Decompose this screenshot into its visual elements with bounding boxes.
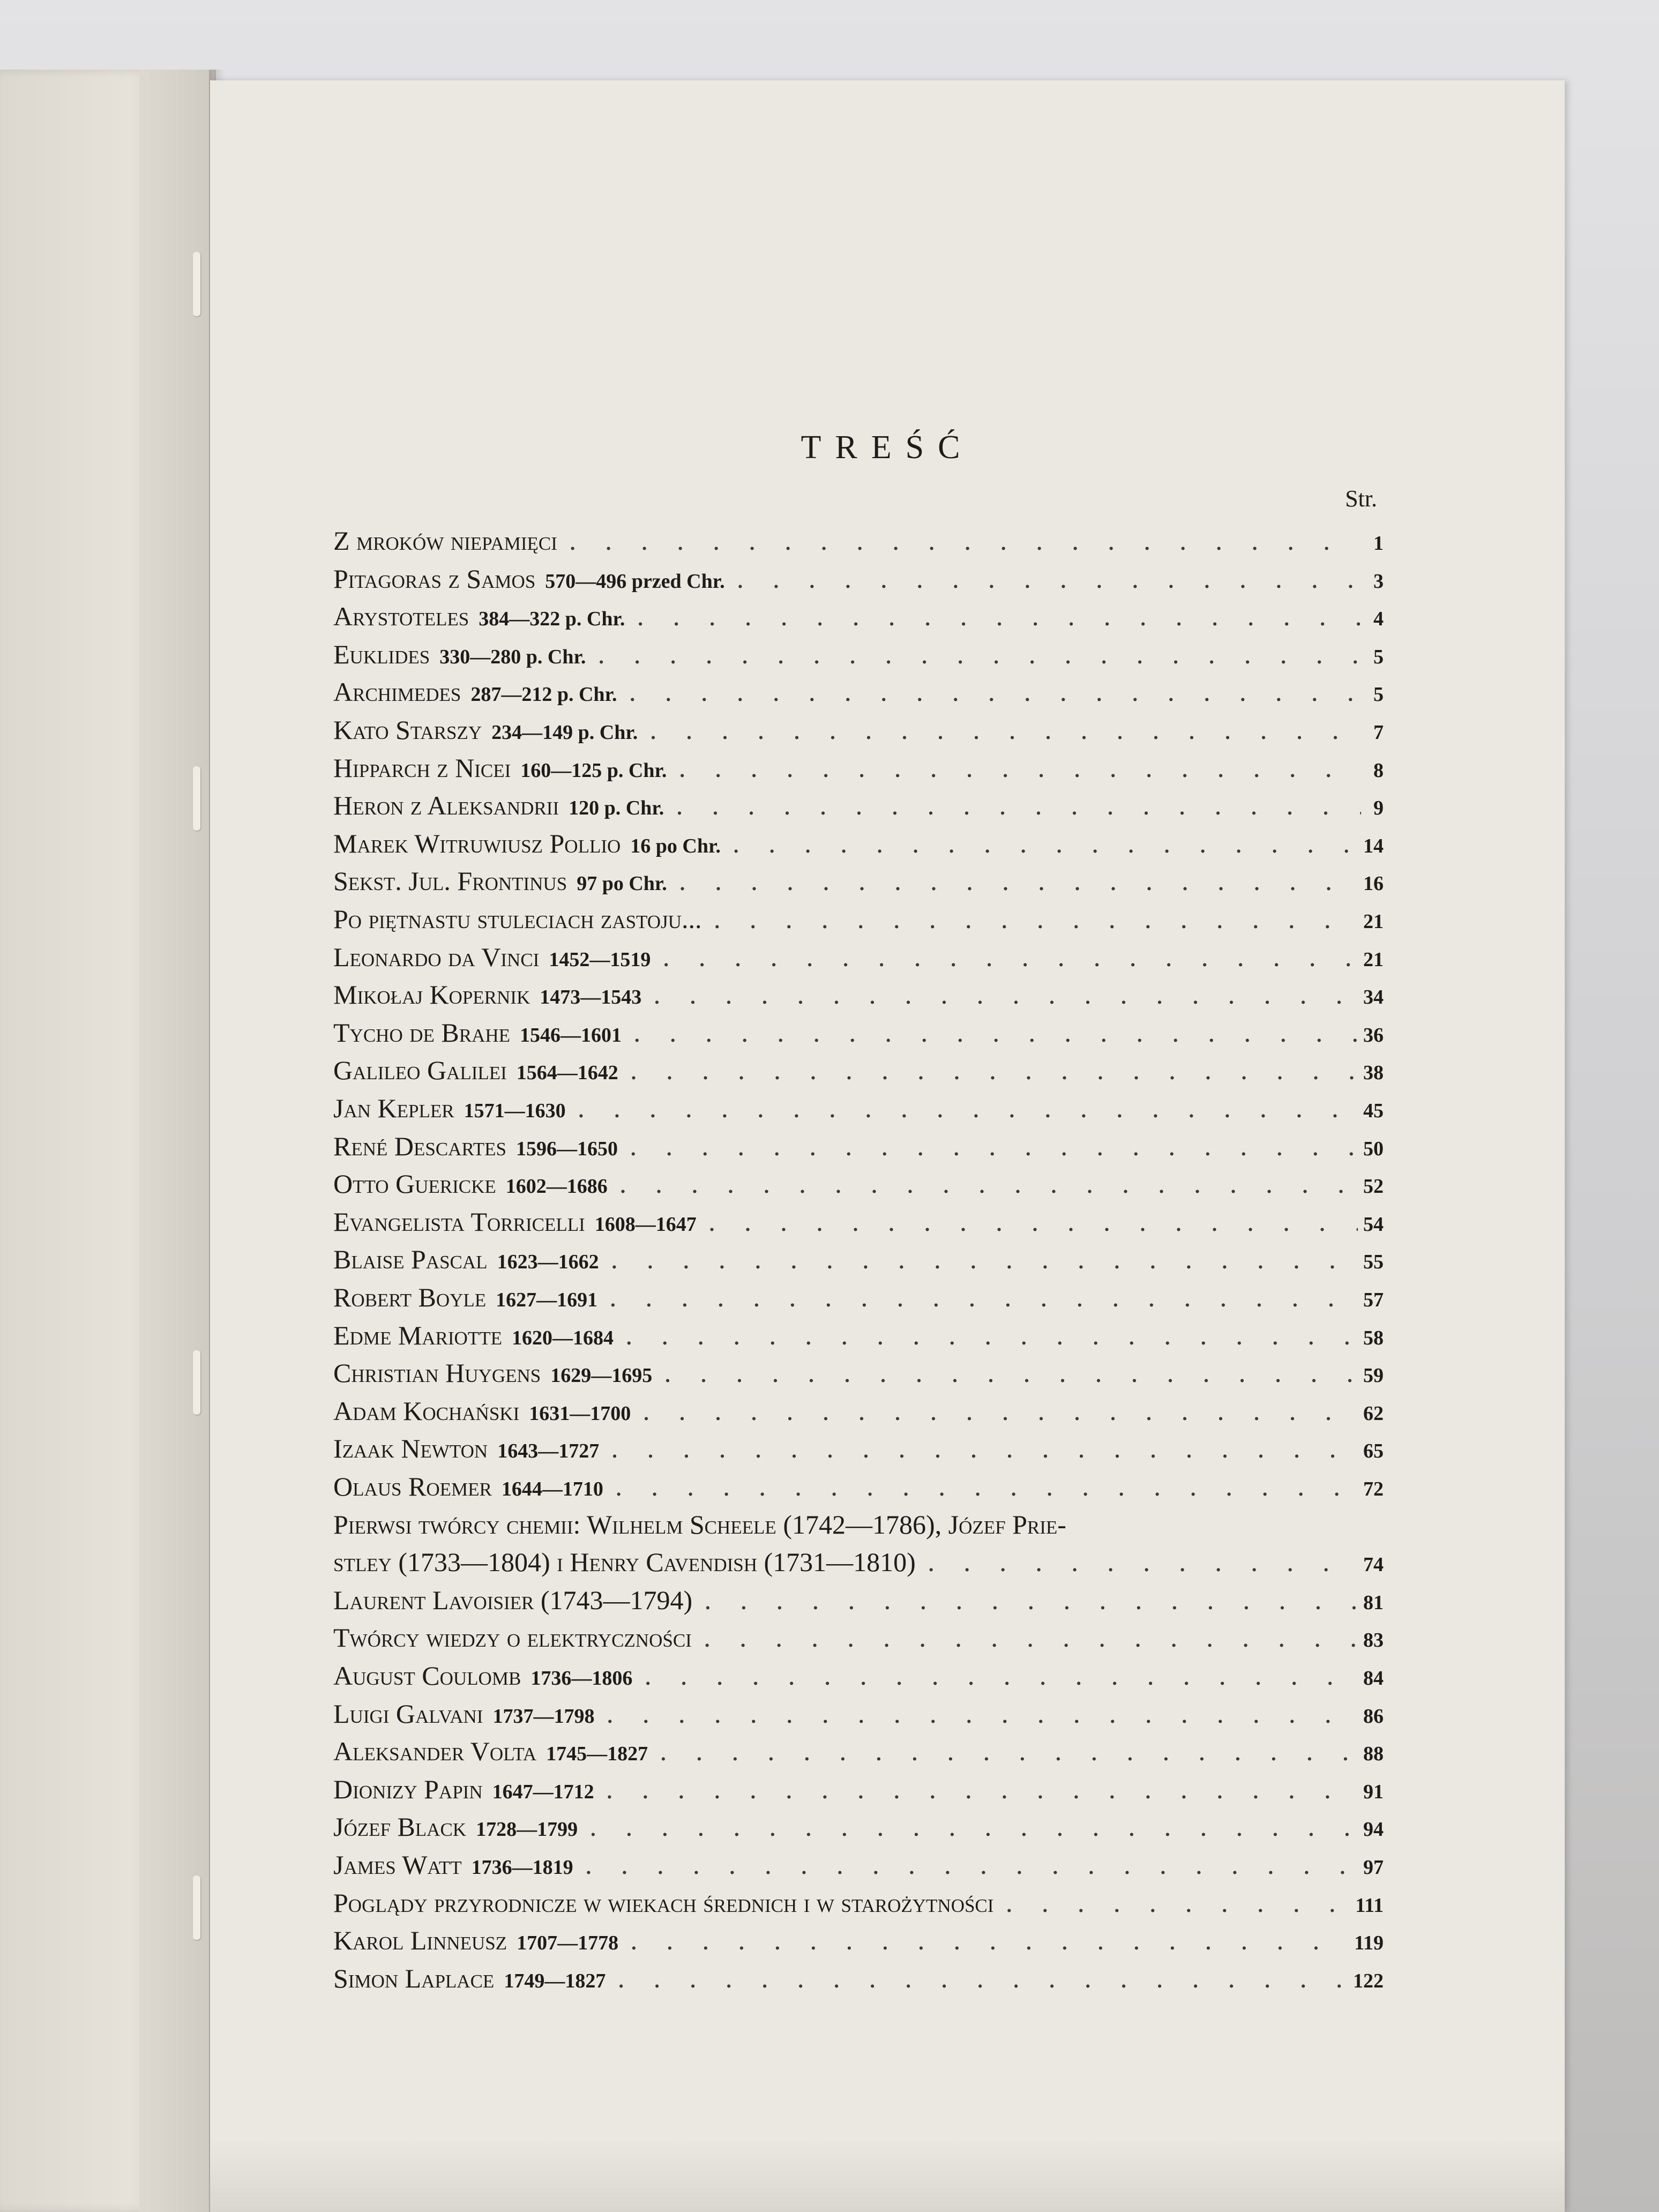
toc-entry-page-number: 9 xyxy=(1373,797,1384,820)
dot-leader xyxy=(616,1477,1358,1501)
toc-entry-title: Leonardo da Vinci xyxy=(333,941,540,972)
toc-entry-page-number: 36 xyxy=(1363,1023,1384,1047)
toc-entry-title: Archimedes xyxy=(333,677,461,707)
toc-entry-title: Karol Linneusz xyxy=(333,1925,507,1956)
toc-entry-title: Evangelista Torricelli xyxy=(333,1206,585,1237)
toc-entry-title: Aleksander Volta xyxy=(333,1736,537,1767)
toc-entry-dates: 1596—1650 xyxy=(515,1137,618,1160)
toc-entry-page-number: 45 xyxy=(1363,1100,1384,1122)
toc-entry-dates: 287—212 p. Chr. xyxy=(470,683,617,706)
toc-entry-dates: 570—496 przed Chr. xyxy=(545,570,725,593)
dot-leader xyxy=(638,607,1360,631)
dot-leader xyxy=(607,1705,1358,1728)
toc-entry-page-number: 91 xyxy=(1363,1780,1384,1803)
dot-leader xyxy=(714,910,1358,933)
toc-entry xyxy=(333,1849,1384,1887)
bottom-shadow xyxy=(210,2138,1565,2212)
toc-entry-page-number: 34 xyxy=(1363,986,1384,1009)
dot-leader xyxy=(631,1061,1358,1085)
toc-entry-page-number: 3 xyxy=(1373,570,1384,593)
toc-entry-page-number: 86 xyxy=(1363,1705,1384,1728)
dot-leader xyxy=(645,1667,1358,1690)
toc-entry xyxy=(333,1698,1384,1736)
toc-entry-title: Józef Black xyxy=(333,1812,467,1842)
binding-stitch xyxy=(193,1875,200,1940)
toc-entry-dates: 1473—1543 xyxy=(540,986,642,1009)
toc-entry-page-number: 65 xyxy=(1363,1440,1384,1463)
toc-entry xyxy=(333,1206,1384,1244)
toc-entry-title: Pitagoras z Samos xyxy=(333,563,536,594)
dot-leader xyxy=(705,1628,1358,1652)
toc-entry-dates: 1643—1727 xyxy=(497,1440,600,1463)
toc-entry-dates: 1608—1647 xyxy=(594,1213,697,1236)
dot-leader xyxy=(586,1856,1358,1879)
toc-entry-title: Marek Witruwiusz Pollio xyxy=(333,828,621,858)
toc-entry-dates: 1736—1819 xyxy=(471,1856,573,1879)
toc-entry-page-number: 74 xyxy=(1363,1553,1384,1576)
toc-entry-page-number: 97 xyxy=(1363,1856,1384,1879)
toc-entry xyxy=(333,1244,1384,1281)
dot-leader xyxy=(599,645,1359,669)
dot-leader xyxy=(626,1326,1358,1350)
toc-entry-page-number: 38 xyxy=(1363,1062,1384,1085)
dot-leader xyxy=(677,796,1361,820)
toc-entry-page-number: 54 xyxy=(1363,1213,1384,1236)
toc-entry xyxy=(333,1546,1384,1584)
toc-entry-dates: 1620—1684 xyxy=(511,1326,614,1349)
toc-entry-dates: 1728—1799 xyxy=(476,1818,578,1841)
toc-entry xyxy=(333,1660,1384,1698)
toc-entry-title: Po piętnastu stuleciach zastoju... xyxy=(333,904,702,934)
toc-entry-title: Heron z Aleksandrii xyxy=(333,790,559,821)
toc-entry-dates: 1623—1662 xyxy=(497,1251,599,1274)
dot-leader xyxy=(661,1742,1358,1766)
dot-leader xyxy=(734,834,1358,858)
toc-entry-dates: 1737—1798 xyxy=(492,1705,595,1728)
toc-entry-dates: 1631—1700 xyxy=(529,1402,631,1425)
toc-entry xyxy=(333,1093,1384,1130)
toc-entry-page-number: 122 xyxy=(1353,1969,1384,1992)
toc-entry-dates: 1602—1686 xyxy=(505,1175,608,1198)
toc-entry-title: Arystoteles xyxy=(333,601,469,632)
toc-entry-title: stley (1733—1804) i Henry Cavendish (1731—1810) xyxy=(333,1547,916,1578)
dot-leader xyxy=(709,1213,1358,1236)
left-page xyxy=(0,70,216,2212)
toc-entry-dates: 16 po Chr. xyxy=(630,834,721,857)
toc-entry-title: Twórcy wiedzy o elektryczności xyxy=(333,1623,692,1653)
toc-entry-page-number: 4 xyxy=(1373,608,1384,631)
toc-entry xyxy=(333,1017,1384,1055)
dot-leader xyxy=(621,1175,1358,1198)
dot-leader xyxy=(680,872,1358,895)
toc-entry-page-number: 58 xyxy=(1363,1326,1384,1349)
toc-entry-dates: 1627—1691 xyxy=(496,1289,598,1311)
toc-entry-page-number: 59 xyxy=(1363,1364,1384,1387)
toc-entry-dates: 1546—1601 xyxy=(520,1023,622,1047)
toc-entry-title: Pierwsi twórcy chemii: Wilhelm Scheele (1742—1786), Józef Prie- xyxy=(333,1509,1066,1540)
toc-entry-title: Sekst. Jul. Frontinus xyxy=(333,866,567,896)
toc-entry-dates: 384—322 p. Chr. xyxy=(479,608,625,631)
page-column-label: Str. xyxy=(1345,485,1377,512)
toc-entry xyxy=(333,525,1384,563)
dot-leader xyxy=(634,1023,1358,1047)
toc-entry-page-number: 88 xyxy=(1363,1743,1384,1766)
dot-leader xyxy=(663,948,1358,972)
toc-entry-page-number: 52 xyxy=(1363,1175,1384,1198)
toc-entry xyxy=(333,601,1384,638)
toc-entry-dates: 330—280 p. Chr. xyxy=(439,645,586,668)
dot-leader xyxy=(929,1553,1358,1576)
toc-entry-title: Galileo Galilei xyxy=(333,1055,507,1086)
dot-leader xyxy=(631,1931,1349,1955)
toc-entry-title: Simon Laplace xyxy=(333,1963,495,1993)
toc-entry xyxy=(333,1774,1384,1811)
table-of-contents xyxy=(210,80,1565,2212)
toc-entry-dates: 1707—1778 xyxy=(517,1932,619,1955)
toc-entry-title: Olaus Roemer xyxy=(333,1471,492,1501)
toc-entry xyxy=(333,639,1384,676)
toc-entry-page-number: 8 xyxy=(1373,759,1384,782)
toc-entry-page-number: 83 xyxy=(1363,1629,1384,1652)
toc-entry-title: Jan Kepler xyxy=(333,1093,454,1123)
toc-entry-page-number: 5 xyxy=(1373,645,1384,668)
toc-entry xyxy=(333,1509,1384,1546)
toc-entry-page-number: 81 xyxy=(1363,1591,1384,1614)
toc-entry-title: Christian Huygens xyxy=(333,1358,541,1388)
toc-entry-title: Luigi Galvani xyxy=(333,1698,483,1729)
toc-entry xyxy=(333,790,1384,827)
toc-entry-title: Tycho de Brahe xyxy=(333,1017,510,1048)
toc-entry xyxy=(333,1887,1384,1925)
toc-entry xyxy=(333,1282,1384,1319)
toc-entry xyxy=(333,1471,1384,1508)
toc-entry-title: René Descartes xyxy=(333,1131,506,1161)
binding-stitch xyxy=(193,1350,200,1415)
toc-entry xyxy=(333,714,1384,752)
toc-entry-page-number: 14 xyxy=(1363,834,1384,857)
toc-entry-page-number: 94 xyxy=(1363,1818,1384,1841)
toc-entry-title: Kato Starszy xyxy=(333,715,482,745)
dot-leader xyxy=(591,1818,1358,1841)
toc-entry-dates: 1647—1712 xyxy=(492,1780,594,1803)
toc-entry xyxy=(333,828,1384,865)
toc-entry-title: Euklides xyxy=(333,639,430,669)
toc-entry-dates: 1644—1710 xyxy=(501,1478,603,1500)
dot-leader xyxy=(631,1137,1358,1161)
toc-entry-title: Robert Boyle xyxy=(333,1282,487,1312)
toc-entry xyxy=(333,1433,1384,1470)
toc-entry-page-number: 57 xyxy=(1363,1289,1384,1311)
dot-leader xyxy=(618,1969,1348,1993)
right-page xyxy=(210,80,1565,2212)
toc-entry-title: Izaak Newton xyxy=(333,1433,488,1464)
toc-entry xyxy=(333,1622,1384,1660)
toc-entry-page-number: 21 xyxy=(1363,910,1384,933)
toc-entry-dates: 97 po Chr. xyxy=(577,872,667,895)
toc-entry-dates: 1745—1827 xyxy=(546,1743,648,1766)
toc-entry-title: Adam Kochański xyxy=(333,1395,520,1426)
toc-entry xyxy=(333,1811,1384,1849)
toc-entry-dates: 1571—1630 xyxy=(464,1100,566,1122)
toc-title: TREŚĆ xyxy=(801,429,974,466)
binding-stitch xyxy=(193,766,200,831)
toc-entry-dates: 160—125 p. Chr. xyxy=(520,759,667,782)
toc-entry xyxy=(333,1736,1384,1773)
dot-leader xyxy=(630,683,1360,706)
dot-leader xyxy=(570,532,1359,555)
toc-entry-page-number: 62 xyxy=(1363,1402,1384,1425)
toc-entry-title: Mikołaj Kopernik xyxy=(333,980,530,1010)
toc-entry-dates: 120 p. Chr. xyxy=(569,797,664,820)
toc-entry-page-number: 119 xyxy=(1354,1932,1384,1955)
toc-entry-title: August Coulomb xyxy=(333,1661,521,1691)
toc-entry-title: Dionizy Papin xyxy=(333,1774,483,1804)
dot-leader xyxy=(612,1250,1358,1274)
toc-entry xyxy=(333,563,1384,601)
toc-entry xyxy=(333,1168,1384,1206)
toc-entry-page-number: 21 xyxy=(1363,948,1384,971)
left-page-edge xyxy=(139,70,214,2212)
dot-leader xyxy=(607,1780,1358,1804)
toc-entry-dates: 1749—1827 xyxy=(504,1969,606,1992)
toc-entry xyxy=(333,676,1384,714)
toc-entry xyxy=(333,1131,1384,1168)
dot-leader xyxy=(679,759,1361,782)
toc-entry xyxy=(333,1925,1384,1962)
toc-entry-title: Z mroków niepamięci xyxy=(333,526,557,556)
toc-entry-dates: 234—149 p. Chr. xyxy=(491,721,638,744)
toc-entry xyxy=(333,979,1384,1017)
toc-entry-title: Hipparch z Nicei xyxy=(333,752,511,783)
toc-entry-title: Laurent Lavoisier (1743—1794) xyxy=(333,1585,693,1615)
toc-entry xyxy=(333,1055,1384,1092)
toc-entry xyxy=(333,941,1384,979)
toc-entry xyxy=(333,903,1384,941)
toc-entry-page-number: 5 xyxy=(1373,683,1384,706)
toc-entry-title: Edme Mariotte xyxy=(333,1320,502,1350)
toc-entry-page-number: 72 xyxy=(1363,1478,1384,1500)
toc-entry-dates: 1564—1642 xyxy=(516,1062,618,1085)
dot-leader xyxy=(1006,1894,1350,1917)
toc-entry xyxy=(333,1585,1384,1622)
toc-entry-page-number: 50 xyxy=(1363,1137,1384,1160)
toc-entry xyxy=(333,1963,1384,2000)
toc-entry xyxy=(333,1395,1384,1433)
toc-entry-page-number: 111 xyxy=(1355,1894,1384,1917)
toc-entry-dates: 1736—1806 xyxy=(530,1667,633,1690)
toc-entry-dates: 1452—1519 xyxy=(549,948,651,971)
dot-leader xyxy=(651,721,1361,744)
toc-entry-page-number: 55 xyxy=(1363,1251,1384,1274)
toc-entry-title: Otto Guericke xyxy=(333,1169,496,1199)
dot-leader xyxy=(705,1591,1358,1615)
toc-entry-title: James Watt xyxy=(333,1850,462,1880)
dot-leader xyxy=(654,985,1358,1009)
toc-entry xyxy=(333,865,1384,903)
dot-leader xyxy=(665,1364,1358,1387)
toc-entry xyxy=(333,1357,1384,1395)
dot-leader xyxy=(644,1402,1358,1425)
dot-leader xyxy=(612,1439,1358,1463)
toc-entry xyxy=(333,752,1384,790)
toc-entry-title: Blaise Pascal xyxy=(333,1244,488,1275)
toc-entry-page-number: 1 xyxy=(1373,532,1384,555)
dot-leader xyxy=(579,1099,1358,1123)
toc-entry xyxy=(333,1320,1384,1357)
dot-leader xyxy=(738,570,1363,593)
toc-entry-title: Poglądy przyrodnicze w wiekach średnich i w starożytności xyxy=(333,1887,994,1918)
toc-entry-page-number: 84 xyxy=(1363,1667,1384,1690)
toc-entry-page-number: 16 xyxy=(1363,872,1384,895)
dot-leader xyxy=(610,1288,1358,1312)
binding-stitch xyxy=(193,252,200,316)
toc-entry-page-number: 7 xyxy=(1373,721,1384,744)
toc-entry-dates: 1629—1695 xyxy=(550,1364,653,1387)
